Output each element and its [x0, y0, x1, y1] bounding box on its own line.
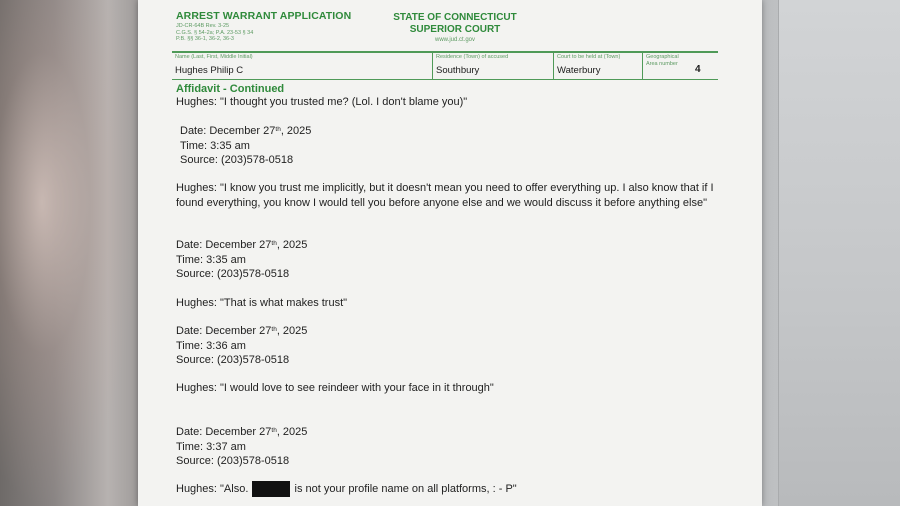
background-panel — [778, 0, 900, 506]
area-value: 4 — [695, 64, 701, 75]
message-line: Hughes: "I would love to see reindeer with your face in it through" — [176, 382, 494, 394]
entry-date — [176, 238, 307, 253]
date-suffix: th — [271, 427, 277, 434]
entry-source: Source: (203)578-0518 — [176, 455, 290, 467]
date-text: Date: December 27 — [176, 325, 272, 337]
area-label — [646, 54, 679, 67]
entry-block — [176, 124, 311, 168]
court-field — [554, 53, 643, 79]
court-name: SUPERIOR COURT — [409, 24, 501, 35]
date-year: , 2025 — [276, 325, 308, 337]
form-reference-line: JD-CR-64B Rev. 3-25 — [176, 23, 230, 29]
message-line: Hughes: "I thought you trusted me? (Lol. I don't blame you)" — [176, 96, 468, 108]
date-text: Date: December 27 — [176, 426, 272, 438]
date-text: Date: December 27 — [180, 125, 276, 137]
message-text: is not your profile name on all platforms, : - P" — [294, 482, 517, 495]
section-title: Affidavit - Continued — [176, 83, 285, 95]
entry-block — [176, 238, 307, 282]
residence-label: Residence (Town) of accused — [436, 54, 509, 60]
court-website: www.jud.ct.gov — [434, 37, 476, 43]
entry-block — [176, 324, 307, 368]
name-value: Hughes Philip C — [175, 65, 244, 76]
form-reference — [176, 23, 253, 43]
area-label-line: Area number — [646, 60, 678, 67]
entry-date — [180, 124, 311, 139]
area-field — [643, 53, 718, 79]
court-header — [392, 12, 518, 45]
residence-field — [433, 53, 554, 79]
entry-time: Time: 3:35 am — [180, 139, 250, 152]
background-glow — [0, 0, 140, 506]
entry-block — [176, 425, 307, 469]
accused-info-row — [172, 51, 718, 80]
form-title: ARREST WARRANT APPLICATION — [176, 10, 352, 22]
redaction-box — [252, 481, 290, 497]
court-label: Court to be held at (Town) — [557, 54, 621, 60]
area-label-line: Geographical — [646, 54, 679, 60]
date-suffix: th — [271, 326, 277, 333]
date-suffix: th — [271, 240, 277, 247]
date-text: Date: December 27 — [176, 239, 272, 251]
name-label: Name (Last, First, Middle Initial) — [175, 54, 253, 60]
message-line: Hughes: "That is what makes trust" — [176, 297, 348, 309]
court-value: Waterbury — [557, 65, 601, 76]
form-reference-line: P.B. §§ 36-1, 36-2, 36-3 — [176, 36, 234, 42]
message-text: Hughes: "Also. — [176, 482, 249, 495]
message-line: Hughes: "I know you trust me implicitly, but it doesn't mean you need to offer everything up. I also know that if I found everything, you know I would tell you before anyone else and we would discuss it before anything else" — [176, 182, 714, 209]
entry-date — [176, 324, 307, 339]
date-year: , 2025 — [280, 125, 312, 137]
form-reference-line: C.G.S. § 54-2a; P.A. 23-53 § 34 — [176, 29, 254, 36]
date-year: , 2025 — [276, 239, 308, 251]
date-suffix: th — [275, 126, 281, 133]
name-field — [172, 53, 433, 79]
court-state: STATE OF CONNECTICUT — [393, 12, 517, 23]
residence-value: Southbury — [436, 65, 480, 76]
entry-time: Time: 3:36 am — [176, 339, 246, 352]
entry-source: Source: (203)578-0518 — [180, 154, 294, 166]
entry-source: Source: (203)578-0518 — [176, 268, 290, 280]
date-year: , 2025 — [276, 426, 308, 438]
entry-time: Time: 3:35 am — [176, 253, 246, 266]
entry-date — [176, 425, 307, 440]
message-line — [176, 481, 517, 497]
entry-source: Source: (203)578-0518 — [176, 354, 290, 366]
entry-time: Time: 3:37 am — [176, 440, 246, 453]
